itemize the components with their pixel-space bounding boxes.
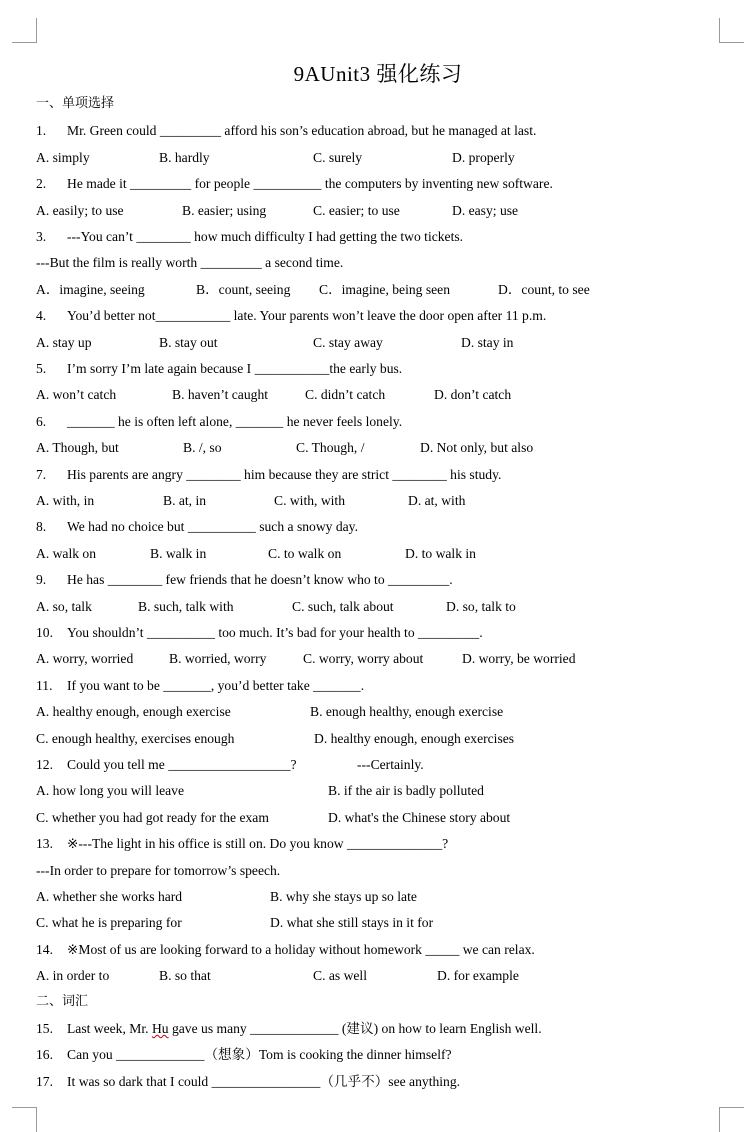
question-10: 10. You shouldn’t __________ too much. It’s bad for your health to _________. [36,625,483,640]
question-3: 3. ---You can’t ________ how much difficulty I had getting the two tickets. [36,229,464,244]
option-5d: D. don’t catch [434,387,512,402]
option-2b: B. easier; using [182,203,267,218]
option-4b: B. stay out [159,335,218,350]
option-3d: D．count, to see [498,282,590,297]
question-4: 4. You’d better not___________ late. Your parents won’t leave the door open after 11 p.m. [36,308,547,323]
option-2c: C. easier; to use [313,203,400,218]
page-corner-mark [719,1107,744,1132]
option-7b: B. at, in [163,493,207,508]
option-10b: B. worried, worry [169,651,267,666]
option-5a: A. won’t catch [36,387,117,402]
option-11b: B. enough healthy, enough exercise [310,704,504,719]
vocab-question-16: 16. Can you _____________（想象）Tom is cooking the dinner himself? [36,1047,452,1062]
option-7a: A. with, in [36,493,95,508]
option-4d: D. stay in [461,335,514,350]
option-6c: C. Though, / [296,440,365,455]
question-7: 7. His parents are angry ________ him because they are strict ________ his study. [36,467,502,482]
option-1d: D. properly [452,150,515,165]
option-10c: C. worry, worry about [303,651,424,666]
question-2: 2. He made it _________ for people __________ the computers by inventing new software. [36,176,553,191]
option-14d: D. for example [437,968,519,983]
option-9a: A. so, talk [36,599,92,614]
option-4c: C. stay away [313,335,383,350]
option-14b: B. so that [159,968,211,983]
option-8a: A. walk on [36,546,97,561]
option-1b: B. hardly [159,150,210,165]
option-2d: D. easy; use [452,203,519,218]
option-2a: A. easily; to use [36,203,124,218]
question-9: 9. He has ________ few friends that he doesn’t know who to _________. [36,572,453,587]
question-11: 11. If you want to be _______, you’d better take _______. [36,678,365,693]
option-1a: A. simply [36,150,90,165]
option-7d: D. at, with [408,493,466,508]
spellcheck-underlined-word: Hu [151,1021,169,1036]
option-12a: A. how long you will leave [36,783,184,798]
option-5b: B. haven’t caught [172,387,269,402]
option-3a: A．imagine, seeing [36,282,145,297]
option-11c: C. enough healthy, exercises enough [36,731,235,746]
option-3b: B．count, seeing [196,282,291,297]
option-14a: A. in order to [36,968,110,983]
option-11a: A. healthy enough, enough exercise [36,704,231,719]
question-1: 1. Mr. Green could _________ afford his son’s education abroad, but he managed at last. [36,123,537,138]
option-6d: D. Not only, but also [420,440,534,455]
question-8: 8. We had no choice but __________ such a snowy day. [36,519,358,534]
option-8c: C. to walk on [268,546,342,561]
option-4a: A. stay up [36,335,92,350]
option-9b: B. such, talk with [138,599,234,614]
vocab-question-15: 15. Last week, Mr. Hu gave us many _____________ (建议) on how to learn English well. [36,1021,542,1036]
section-heading-single-choice: 一、单项选择 [36,96,115,111]
vocab-question-17: 17. It was so dark that I could ________________（几乎不）see anything. [36,1074,461,1089]
question-12-reply: ---Certainly. [357,757,424,772]
question-3-followup: ---But the film is really worth _________ a second time. [36,255,344,270]
page-title: 9AUnit3 强化练习 [293,62,463,86]
option-5c: C. didn’t catch [305,387,386,402]
question-5: 5. I’m sorry I’m late again because I ___________the early bus. [36,361,403,376]
page-corner-mark [12,18,37,43]
option-12b: B. if the air is badly polluted [328,783,484,798]
option-1c: C. surely [313,150,363,165]
question-6: 6. _______ he is often left alone, _______ he never feels lonely. [36,414,403,429]
option-12c: C. whether you had got ready for the exam [36,810,269,825]
question-14: 14. ※Most of us are looking forward to a holiday without homework _____ we can relax. [36,942,535,957]
option-11d: D. healthy enough, enough exercises [314,731,515,746]
question-13: 13. ※---The light in his office is still on. Do you know ______________? [36,836,449,851]
option-10d: D. worry, be worried [462,651,576,666]
section-heading-vocabulary: 二、词汇 [36,994,89,1009]
option-3c: C．imagine, being seen [319,282,450,297]
question-13-followup: ---In order to prepare for tomorrow’s speech. [36,863,281,878]
option-7c: C. with, with [274,493,345,508]
option-6b: B. /, so [183,440,222,455]
option-8d: D. to walk in [405,546,476,561]
option-13d: D. what she still stays in it for [270,915,434,930]
option-13b: B. why she stays up so late [270,889,417,904]
option-9c: C. such, talk about [292,599,394,614]
option-6a: A. Though, but [36,440,119,455]
option-9d: D. so, talk to [446,599,516,614]
option-12d: D. what's the Chinese story about [328,810,511,825]
page-corner-mark [719,18,744,43]
option-13a: A. whether she works hard [36,889,183,904]
question-12: 12. Could you tell me __________________? [36,757,297,772]
option-8b: B. walk in [150,546,207,561]
page-corner-mark [12,1107,37,1132]
option-13c: C. what he is preparing for [36,915,182,930]
option-10a: A. worry, worried [36,651,134,666]
option-14c: C. as well [313,968,367,983]
